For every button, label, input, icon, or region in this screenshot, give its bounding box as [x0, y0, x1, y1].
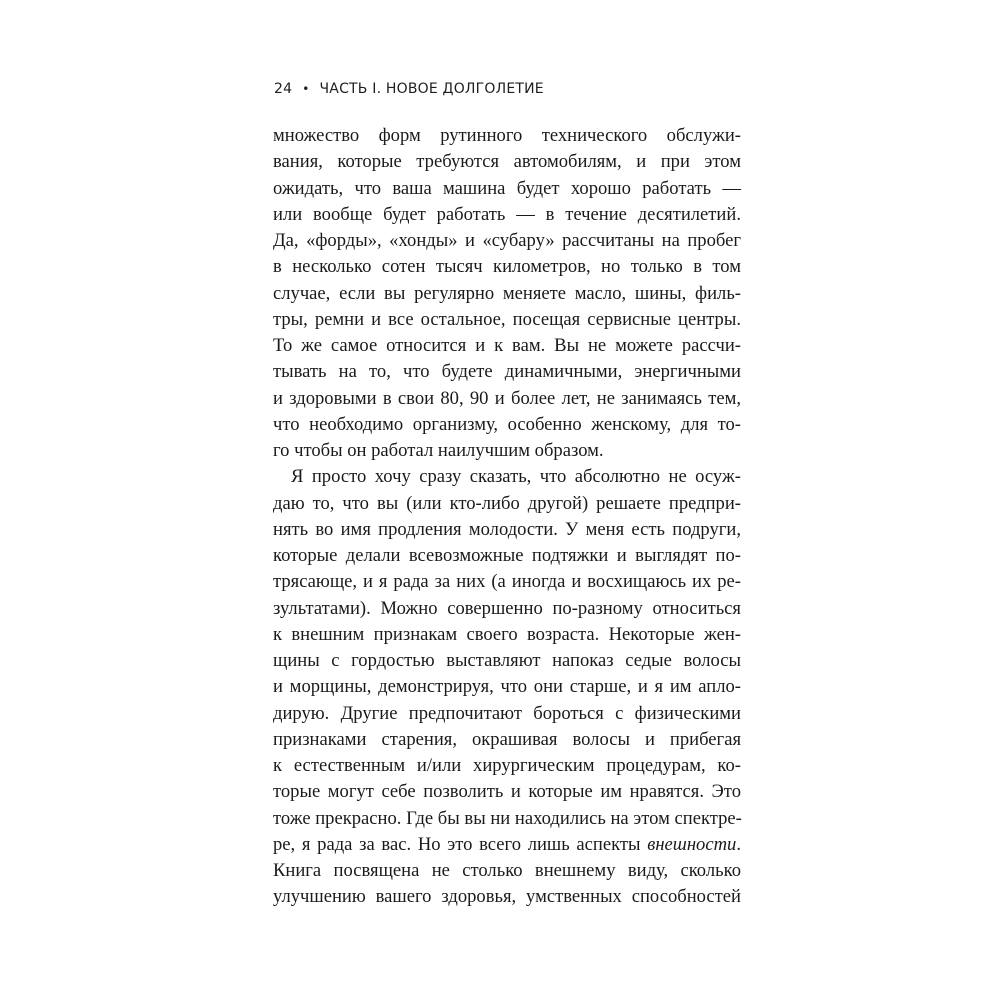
text-line: Да, «форды», «хонды» и «субару» рассчитаны на пробег — [273, 230, 741, 251]
text-line: тывать на то, что будете динамичными, энергичными — [273, 361, 741, 383]
text-line: множество форм рутинного технического обслужи- — [273, 125, 741, 146]
paragraph-1 — [273, 123, 741, 464]
text-line: го чтобы он работал наилучшим образом. — [273, 440, 604, 461]
running-head — [274, 79, 544, 99]
text-line: тоже прекрасно. Где бы вы ни находились на этом спектре- — [273, 807, 742, 829]
text-line: То же самое относится и к вам. Вы не можете рассчи- — [273, 335, 741, 356]
text-line: дирую. Другие предпочитают бороться с физическими — [273, 702, 741, 724]
paragraph-2 — [273, 464, 741, 910]
text-line: вания, которые требуются автомобилям, и при этом — [273, 151, 741, 173]
text-line-with-emphasis — [273, 832, 741, 858]
text-line: или вообще будет работать — в течение десятилетий. — [273, 203, 741, 225]
text-line: к внешним признакам своего возраста. Некоторые жен- — [273, 623, 741, 645]
text-line: улучшению вашего здоровья, умственных способностей — [273, 886, 741, 908]
text-line: к естественным и/или хирургическим процедурам, ко- — [273, 755, 741, 776]
text-line: щины с гордостью выставляют напоказ седые волосы — [273, 650, 741, 671]
text-line: тры, ремни и все остальное, посещая сервисные центры. — [273, 308, 741, 330]
text-line: ожидать, что ваша машина будет хорошо работать — — [273, 177, 741, 199]
emphasis-word: внешности — [647, 833, 737, 855]
text-line: торые могут себе позволить и которые им нравятся. Это — [273, 781, 741, 803]
page-number: 24 — [274, 81, 293, 97]
text-line: нять во имя продления молодости. У меня есть подруги, — [273, 518, 741, 540]
text-line: даю то, что вы (или кто-либо другой) решаете предпри- — [273, 492, 741, 514]
line-start: ре, я рада за вас. Но это всего лишь аспекты — [273, 833, 648, 855]
text-line: и здоровыми в свои 80, 90 и более лет, не занимаясь тем, — [273, 387, 741, 409]
line-end: . — [736, 833, 741, 855]
text-line: что необходимо организму, особенно женскому, для то- — [273, 413, 741, 435]
text-line: которые делали всевозможные подтяжки и выглядят по- — [273, 545, 741, 566]
text-line: признаками старения, окрашивая волосы и прибегая — [273, 728, 741, 750]
text-line: зультатами). Можно совершенно по-разному относиться — [273, 597, 741, 619]
text-line: в несколько сотен тысяч километров, но только в том — [273, 256, 741, 278]
text-line: Книга посвящена не столько внешнему виду, сколько — [273, 860, 741, 881]
bullet-separator: • — [302, 82, 310, 96]
text-line: случае, если вы регулярно меняете масло, шины, филь- — [273, 282, 741, 304]
text-line: Я просто хочу сразу сказать, что абсолютно не осуж- — [291, 466, 741, 488]
text-line: и морщины, демонстрируя, что они старше, и я им апло- — [273, 676, 741, 698]
body-text — [273, 123, 741, 911]
text-line: трясающе, и я рада за них (а иногда и восхищаюсь их ре- — [273, 571, 741, 593]
section-title: ЧАСТЬ I. НОВОЕ ДОЛГОЛЕТИЕ — [319, 81, 544, 97]
